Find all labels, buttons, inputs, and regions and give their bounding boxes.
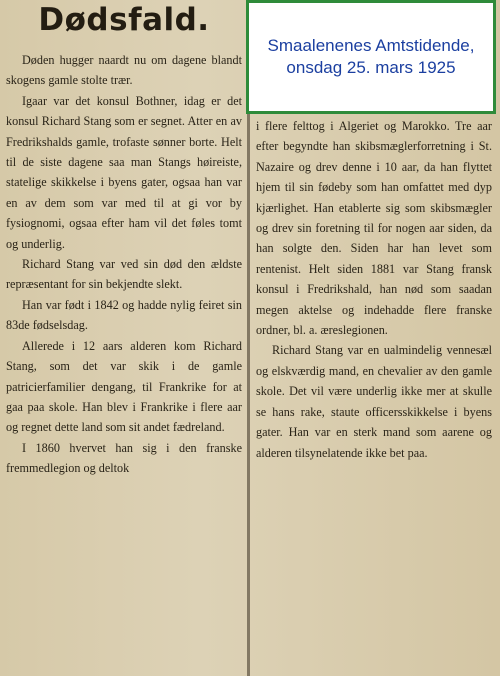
- paragraph-2: Igaar var det konsul Bothner, idag er det konsul Richard Stang som er segnet. Atter en av Fredrikshalds gamle, trofaste sønner borte. Helt til de siste dagene saa man Stangs høireiste, statelige skikkelse i byens gater, ogsaa han var en av dem som var med til at gi vor by fysiognomi, ogsaa efter ham vil det føles tomt og underlig.: [6, 93, 242, 251]
- caption-newspaper-name: Smaalenenes Amtstidende,: [267, 36, 475, 55]
- paragraph-4: Han var født i 1842 og hadde nylig feiret sin 83de fødselsdag.: [6, 297, 242, 333]
- left-column: [6, 0, 242, 479]
- article-headline: Dødsfald.: [38, 2, 210, 38]
- paragraph-3: Richard Stang var ved sin død den ældste repræsentant for sin bekjendte slekt.: [6, 257, 242, 292]
- paragraph-8: Richard Stang var en ualmindelig vennesæl og elskværdig mand, en chevalier av den gamle skole. Det vil være underlig ikke mer at skulle se hans rake, staute officersskikkelse i byens gater. Han var en sterk mand som aarene og alderen tilsynelatende ikke bet paa.: [256, 343, 492, 460]
- paragraph-6: I 1860 hvervet han sig i den franske fremmedlegion og deltok: [6, 440, 242, 476]
- source-caption-box: [246, 0, 496, 114]
- paragraph-7: i flere felttog i Algeriet og Marokko. Tre aar efter begyndte han skibsmæglerforretning i St. Nazaire og drev denne i 10 aar, da han flyttet hjem til sin fødeby som han omfattet med dyp kjærlighet. Han etablerte sig som skibsmægler og drev sin foretning til for nogen aar siden, da han solgte den. Siden har han levet som rentenist. Helt siden 1881 var Stang fransk konsul i Fredrikshald, han nød som saadan megen aktelse og indehadde flere franske ordner, bl. a. æreslegionen.: [256, 119, 492, 338]
- right-column: [256, 116, 492, 463]
- paragraph-1: Døden hugger naardt nu om dagene blandt skogens gamle stolte trær.: [6, 53, 242, 88]
- caption-date: onsdag 25. mars 1925: [286, 58, 456, 77]
- paragraph-5: Allerede i 12 aars alderen kom Richard Stang, som det var skik i de gamle patricierfamilier dengang, til Frankrike for at gaa paa skole. Han blev i Frankrike i flere aar og regnet dette land som sit andet fædreland.: [6, 338, 242, 435]
